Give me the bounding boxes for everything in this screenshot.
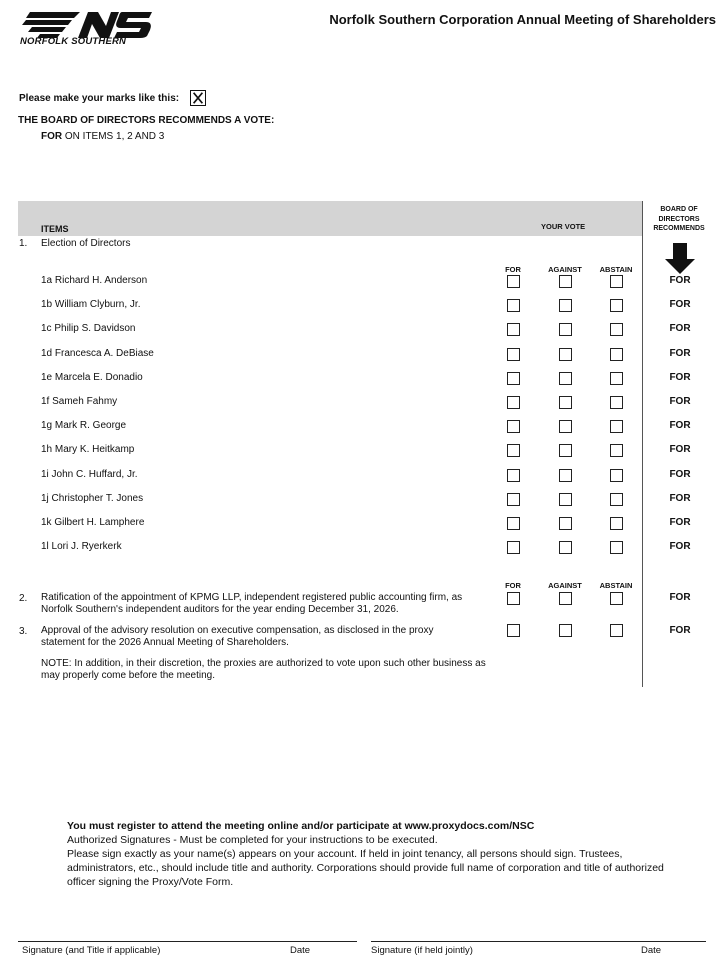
director-recommendation: FOR — [669, 372, 691, 383]
director-recommendation: FOR — [669, 348, 691, 359]
director-recommendation: FOR — [669, 275, 691, 286]
col-for-label: FOR — [505, 265, 521, 274]
director-for-checkbox[interactable] — [507, 348, 520, 361]
col-abstain-label: ABSTAIN — [599, 265, 633, 274]
director-against-checkbox[interactable] — [559, 323, 572, 336]
board-recommendation-summary — [41, 131, 164, 142]
director-for-checkbox[interactable] — [507, 372, 520, 385]
director-name: 1j Christopher T. Jones — [41, 493, 144, 504]
director-recommendation: FOR — [669, 396, 691, 407]
signature-line-2[interactable] — [371, 941, 706, 942]
proposal-3-recommendation: FOR — [669, 625, 691, 636]
proposal-1-title: Election of Directors — [41, 238, 131, 249]
director-against-checkbox[interactable] — [559, 541, 572, 554]
date-2-label: Date — [641, 945, 662, 956]
director-abstain-checkbox[interactable] — [610, 493, 623, 506]
footer-instructions — [67, 819, 687, 889]
director-abstain-checkbox[interactable] — [610, 348, 623, 361]
authorized-signatures-note: Authorized Signatures - Must be completed for your instructions to be executed. — [67, 834, 438, 846]
director-recommendation: FOR — [669, 420, 691, 431]
col-for-label-2: FOR — [505, 581, 521, 590]
signature-1-label: Signature (and Title if applicable) — [22, 945, 161, 956]
proposal-2-against-checkbox[interactable] — [559, 592, 572, 605]
director-against-checkbox[interactable] — [559, 444, 572, 457]
director-abstain-checkbox[interactable] — [610, 517, 623, 530]
for-items: ON ITEMS 1, 2 AND 3 — [64, 131, 165, 142]
board-column-divider — [642, 201, 643, 687]
board-recommendation-heading: THE BOARD OF DIRECTORS RECOMMENDS A VOTE: — [18, 115, 275, 126]
your-vote-header: YOUR VOTE — [541, 222, 586, 231]
director-abstain-checkbox[interactable] — [610, 275, 623, 288]
director-against-checkbox[interactable] — [559, 396, 572, 409]
board-recommends-header: BOARD OF DIRECTORS RECOMMENDS — [653, 206, 705, 232]
marks-instruction: Please make your marks like this: — [19, 93, 180, 104]
director-recommendation: FOR — [669, 299, 691, 310]
director-name: 1i John C. Huffard, Jr. — [41, 469, 138, 480]
director-recommendation: FOR — [669, 493, 691, 504]
director-for-checkbox[interactable] — [507, 493, 520, 506]
director-name: 1g Mark R. George — [41, 420, 127, 431]
director-for-checkbox[interactable] — [507, 420, 520, 433]
director-recommendation: FOR — [669, 541, 691, 552]
col-against-label: AGAINST — [548, 265, 582, 274]
director-against-checkbox[interactable] — [559, 348, 572, 361]
director-name: 1l Lori J. Ryerkerk — [41, 541, 122, 552]
logo-text: NORFOLK SOUTHERN — [20, 36, 127, 47]
director-against-checkbox[interactable] — [559, 469, 572, 482]
proposal-3-abstain-checkbox[interactable] — [610, 624, 623, 637]
director-abstain-checkbox[interactable] — [610, 469, 623, 482]
sign-instructions: Please sign exactly as your name(s) appears on your account. If held in joint tenancy, all persons should sign. Trustees, administrators, etc., should include title and authority. Corporations should provide full name of corporation and title of authorized officer signing the Proxy/Vote Form. — [67, 848, 664, 888]
director-recommendation: FOR — [669, 323, 691, 334]
proposal-2-abstain-checkbox[interactable] — [610, 592, 623, 605]
director-for-checkbox[interactable] — [507, 323, 520, 336]
director-for-checkbox[interactable] — [507, 541, 520, 554]
director-against-checkbox[interactable] — [559, 517, 572, 530]
director-name: 1b William Clyburn, Jr. — [41, 299, 141, 310]
director-abstain-checkbox[interactable] — [610, 396, 623, 409]
proposal-3-number: 3. — [19, 626, 28, 637]
for-word: FOR — [41, 131, 63, 142]
director-for-checkbox[interactable] — [507, 469, 520, 482]
document-title: Norfolk Southern Corporation Annual Meeting of Shareholders — [329, 12, 716, 27]
director-against-checkbox[interactable] — [559, 420, 572, 433]
director-recommendation: FOR — [669, 517, 691, 528]
director-recommendation: FOR — [669, 444, 691, 455]
proposal-2-recommendation: FOR — [669, 592, 691, 603]
example-mark-checkbox-icon — [190, 90, 206, 106]
director-against-checkbox[interactable] — [559, 493, 572, 506]
director-recommendation: FOR — [669, 469, 691, 480]
director-for-checkbox[interactable] — [507, 275, 520, 288]
proposal-3-for-checkbox[interactable] — [507, 624, 520, 637]
director-abstain-checkbox[interactable] — [610, 323, 623, 336]
director-for-checkbox[interactable] — [507, 299, 520, 312]
director-name: 1f Sameh Fahmy — [41, 396, 118, 407]
col-abstain-label-2: ABSTAIN — [599, 581, 633, 590]
director-for-checkbox[interactable] — [507, 396, 520, 409]
director-for-checkbox[interactable] — [507, 444, 520, 457]
proposal-1-number: 1. — [19, 238, 28, 249]
proposal-2-number: 2. — [19, 593, 28, 604]
director-against-checkbox[interactable] — [559, 275, 572, 288]
col-against-label-2: AGAINST — [548, 581, 582, 590]
director-name: 1k Gilbert H. Lamphere — [41, 517, 145, 528]
director-against-checkbox[interactable] — [559, 372, 572, 385]
director-abstain-checkbox[interactable] — [610, 541, 623, 554]
director-name: 1a Richard H. Anderson — [41, 275, 148, 286]
note-text: NOTE: In addition, in their discretion, the proxies are authorized to vote upon such other business as may properly come before the meeting. — [41, 658, 486, 681]
director-abstain-checkbox[interactable] — [610, 372, 623, 385]
director-name: 1e Marcela E. Donadio — [41, 372, 143, 383]
proposal-2-text: Ratification of the appointment of KPMG LLP, independent registered public accounting firm, as Norfolk Southern's independent auditors for the year ending December 31, 2026. — [41, 592, 463, 615]
proposal-3-text: Approval of the advisory resolution on executive compensation, as disclosed in the proxy statement for the 2026 Annual Meeting of Shareholders. — [41, 625, 434, 648]
signature-line-1[interactable] — [18, 941, 357, 942]
down-arrow-icon — [664, 243, 696, 275]
director-abstain-checkbox[interactable] — [610, 299, 623, 312]
director-against-checkbox[interactable] — [559, 299, 572, 312]
director-name: 1d Francesca A. DeBiase — [41, 348, 154, 359]
proposal-2-for-checkbox[interactable] — [507, 592, 520, 605]
director-abstain-checkbox[interactable] — [610, 444, 623, 457]
director-abstain-checkbox[interactable] — [610, 420, 623, 433]
register-notice: You must register to attend the meeting online and/or participate at www.proxydocs.com/NSC — [67, 820, 535, 832]
proposal-3-against-checkbox[interactable] — [559, 624, 572, 637]
director-name: 1h Mary K. Heitkamp — [41, 444, 135, 455]
director-for-checkbox[interactable] — [507, 517, 520, 530]
items-header: ITEMS — [41, 224, 69, 234]
date-1-label: Date — [290, 945, 311, 956]
signature-2-label: Signature (if held jointly) — [371, 945, 473, 956]
director-name: 1c Philip S. Davidson — [41, 323, 136, 334]
